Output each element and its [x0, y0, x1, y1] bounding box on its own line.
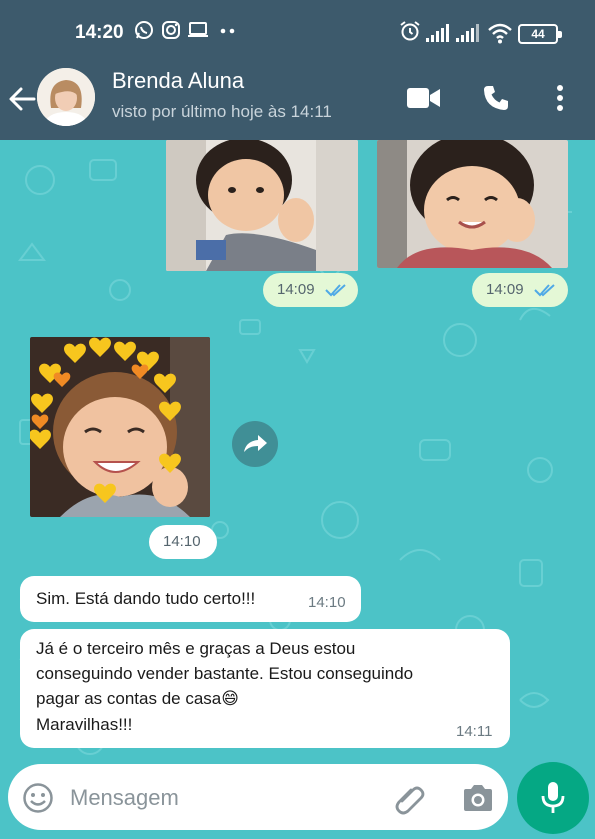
- message-input-bar[interactable]: [8, 764, 508, 830]
- received-photo-time: [149, 525, 217, 559]
- read-ticks-icon: [325, 282, 347, 298]
- video-call-icon[interactable]: [407, 86, 441, 110]
- microphone-icon: [539, 780, 567, 816]
- top-bar: [0, 0, 595, 140]
- message-line-4: Maravilhas!!!: [36, 715, 133, 734]
- status-time: 14:20: [75, 22, 124, 43]
- chat-area[interactable]: [0, 140, 595, 839]
- received-message-1[interactable]: [20, 576, 361, 622]
- last-seen-status: visto por último hoje às 14:11: [112, 102, 332, 121]
- forward-button[interactable]: [232, 421, 278, 467]
- message-time: 14:10: [308, 594, 346, 611]
- sent-photo-1-time: [263, 273, 358, 307]
- sent-photo-2-time-text: 14:09: [486, 281, 524, 298]
- sent-photo-1[interactable]: [166, 140, 358, 271]
- voice-message-button[interactable]: [517, 762, 589, 834]
- message-line-2: conseguindo vender bastante. Estou conseguindo: [36, 664, 414, 683]
- whatsapp-notification-icon: [134, 20, 154, 40]
- sent-photo-2-time: [472, 273, 568, 307]
- forward-icon: [232, 421, 278, 467]
- message-time: 14:11: [456, 723, 493, 740]
- read-ticks-icon: [534, 282, 556, 298]
- status-bar: [0, 0, 595, 64]
- attach-icon[interactable]: [393, 781, 427, 815]
- contact-avatar[interactable]: [37, 68, 95, 126]
- laptop-notification-icon: [187, 20, 209, 40]
- message-line-3: pagar as contas de casa😄: [36, 689, 239, 708]
- message-line-1: Já é o terceiro mês e graças a Deus estou: [36, 639, 356, 658]
- alarm-icon: [399, 20, 421, 42]
- message-text: Sim. Está dando tudo certo!!!: [36, 589, 256, 608]
- message-input[interactable]: Mensagem: [70, 785, 179, 810]
- voice-call-icon[interactable]: [482, 84, 510, 112]
- signal-1-icon: [426, 24, 452, 42]
- received-message-2[interactable]: [20, 629, 510, 748]
- received-photo[interactable]: [30, 337, 210, 517]
- emoji-icon[interactable]: [22, 782, 54, 814]
- contact-name[interactable]: Brenda Aluna: [112, 68, 245, 93]
- more-notifications-icon: [220, 28, 236, 34]
- back-arrow-icon[interactable]: [7, 84, 37, 114]
- received-photo-time-text: 14:10: [163, 533, 201, 550]
- sent-photo-2[interactable]: [377, 140, 568, 268]
- battery-indicator: 44: [518, 24, 558, 44]
- camera-icon[interactable]: [461, 783, 495, 813]
- sent-photo-1-time-text: 14:09: [277, 281, 315, 298]
- wifi-icon: [487, 22, 513, 44]
- more-options-icon[interactable]: [555, 84, 565, 112]
- signal-2-icon: [456, 24, 482, 42]
- instagram-notification-icon: [161, 20, 181, 40]
